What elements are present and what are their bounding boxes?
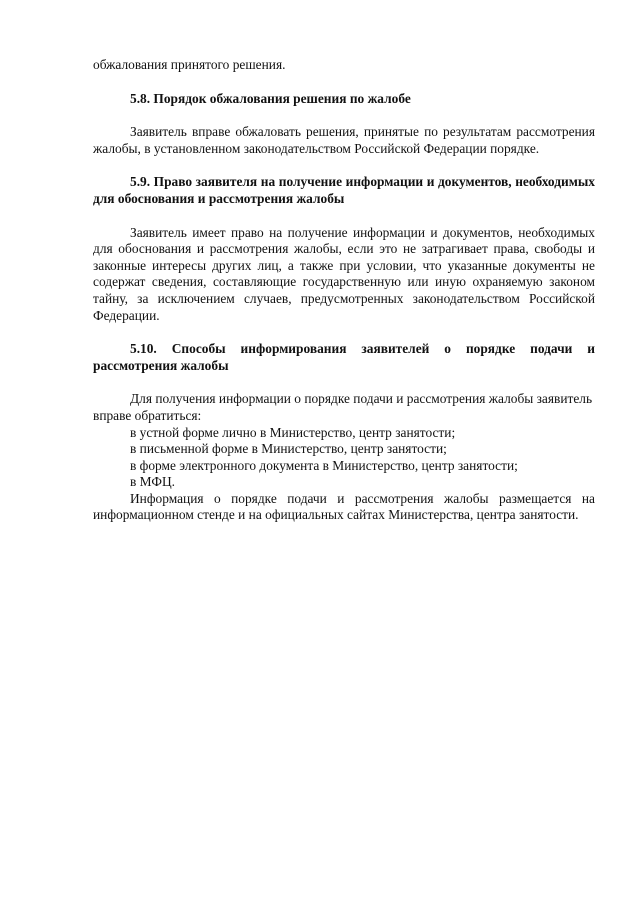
section-heading-5-10: 5.10. Способы информирования заявителей о порядке подачи и рассмотрения жалобы [93, 341, 595, 373]
contact-method-item: в письменной форме в Министерство, центр занятости; [130, 441, 447, 457]
section-5-8-paragraph: Заявитель вправе обжаловать решения, принятые по результатам рассмотрения жалобы, в установленном законодательством Российской Федерации порядке. [93, 124, 595, 156]
section-5-10-closing: Информация о порядке подачи и рассмотрения жалобы размещается на информационном стенде и на официальных сайтах Министерства, центра занятости. [93, 490, 595, 523]
contact-method-item: в форме электронного документа в Министерство, центр занятости; [130, 457, 518, 473]
document-page [93, 57, 595, 524]
section-5-10-intro: Для получения информации о порядке подачи и рассмотрения жалобы заявитель вправе обратиться: [93, 391, 593, 423]
contact-method-item: в устной форме лично в Министерство, центр занятости; [130, 424, 456, 440]
section-5-9-paragraph: Заявитель имеет право на получение информации и документов, необходимых для обоснования и рассмотрения жалобы, если это не затрагивает права, свободы и законные интересы других лиц, а также при условии, что указанные документы не содержат сведения, составляющие государственную или иную охраняемую законом тайну, за исключением случаев, предусмотренных законодательством Российской Федерации. [93, 224, 595, 323]
intro-continuation: обжалования принятого решения. [93, 57, 286, 72]
section-heading-5-9: 5.9. Право заявителя на получение информации и документов, необходимых для обоснования и рассмотрения жалобы [93, 174, 595, 206]
contact-method-item: в МФЦ. [130, 474, 175, 490]
section-heading-5-8: 5.8. Порядок обжалования решения по жалобе [130, 90, 411, 106]
